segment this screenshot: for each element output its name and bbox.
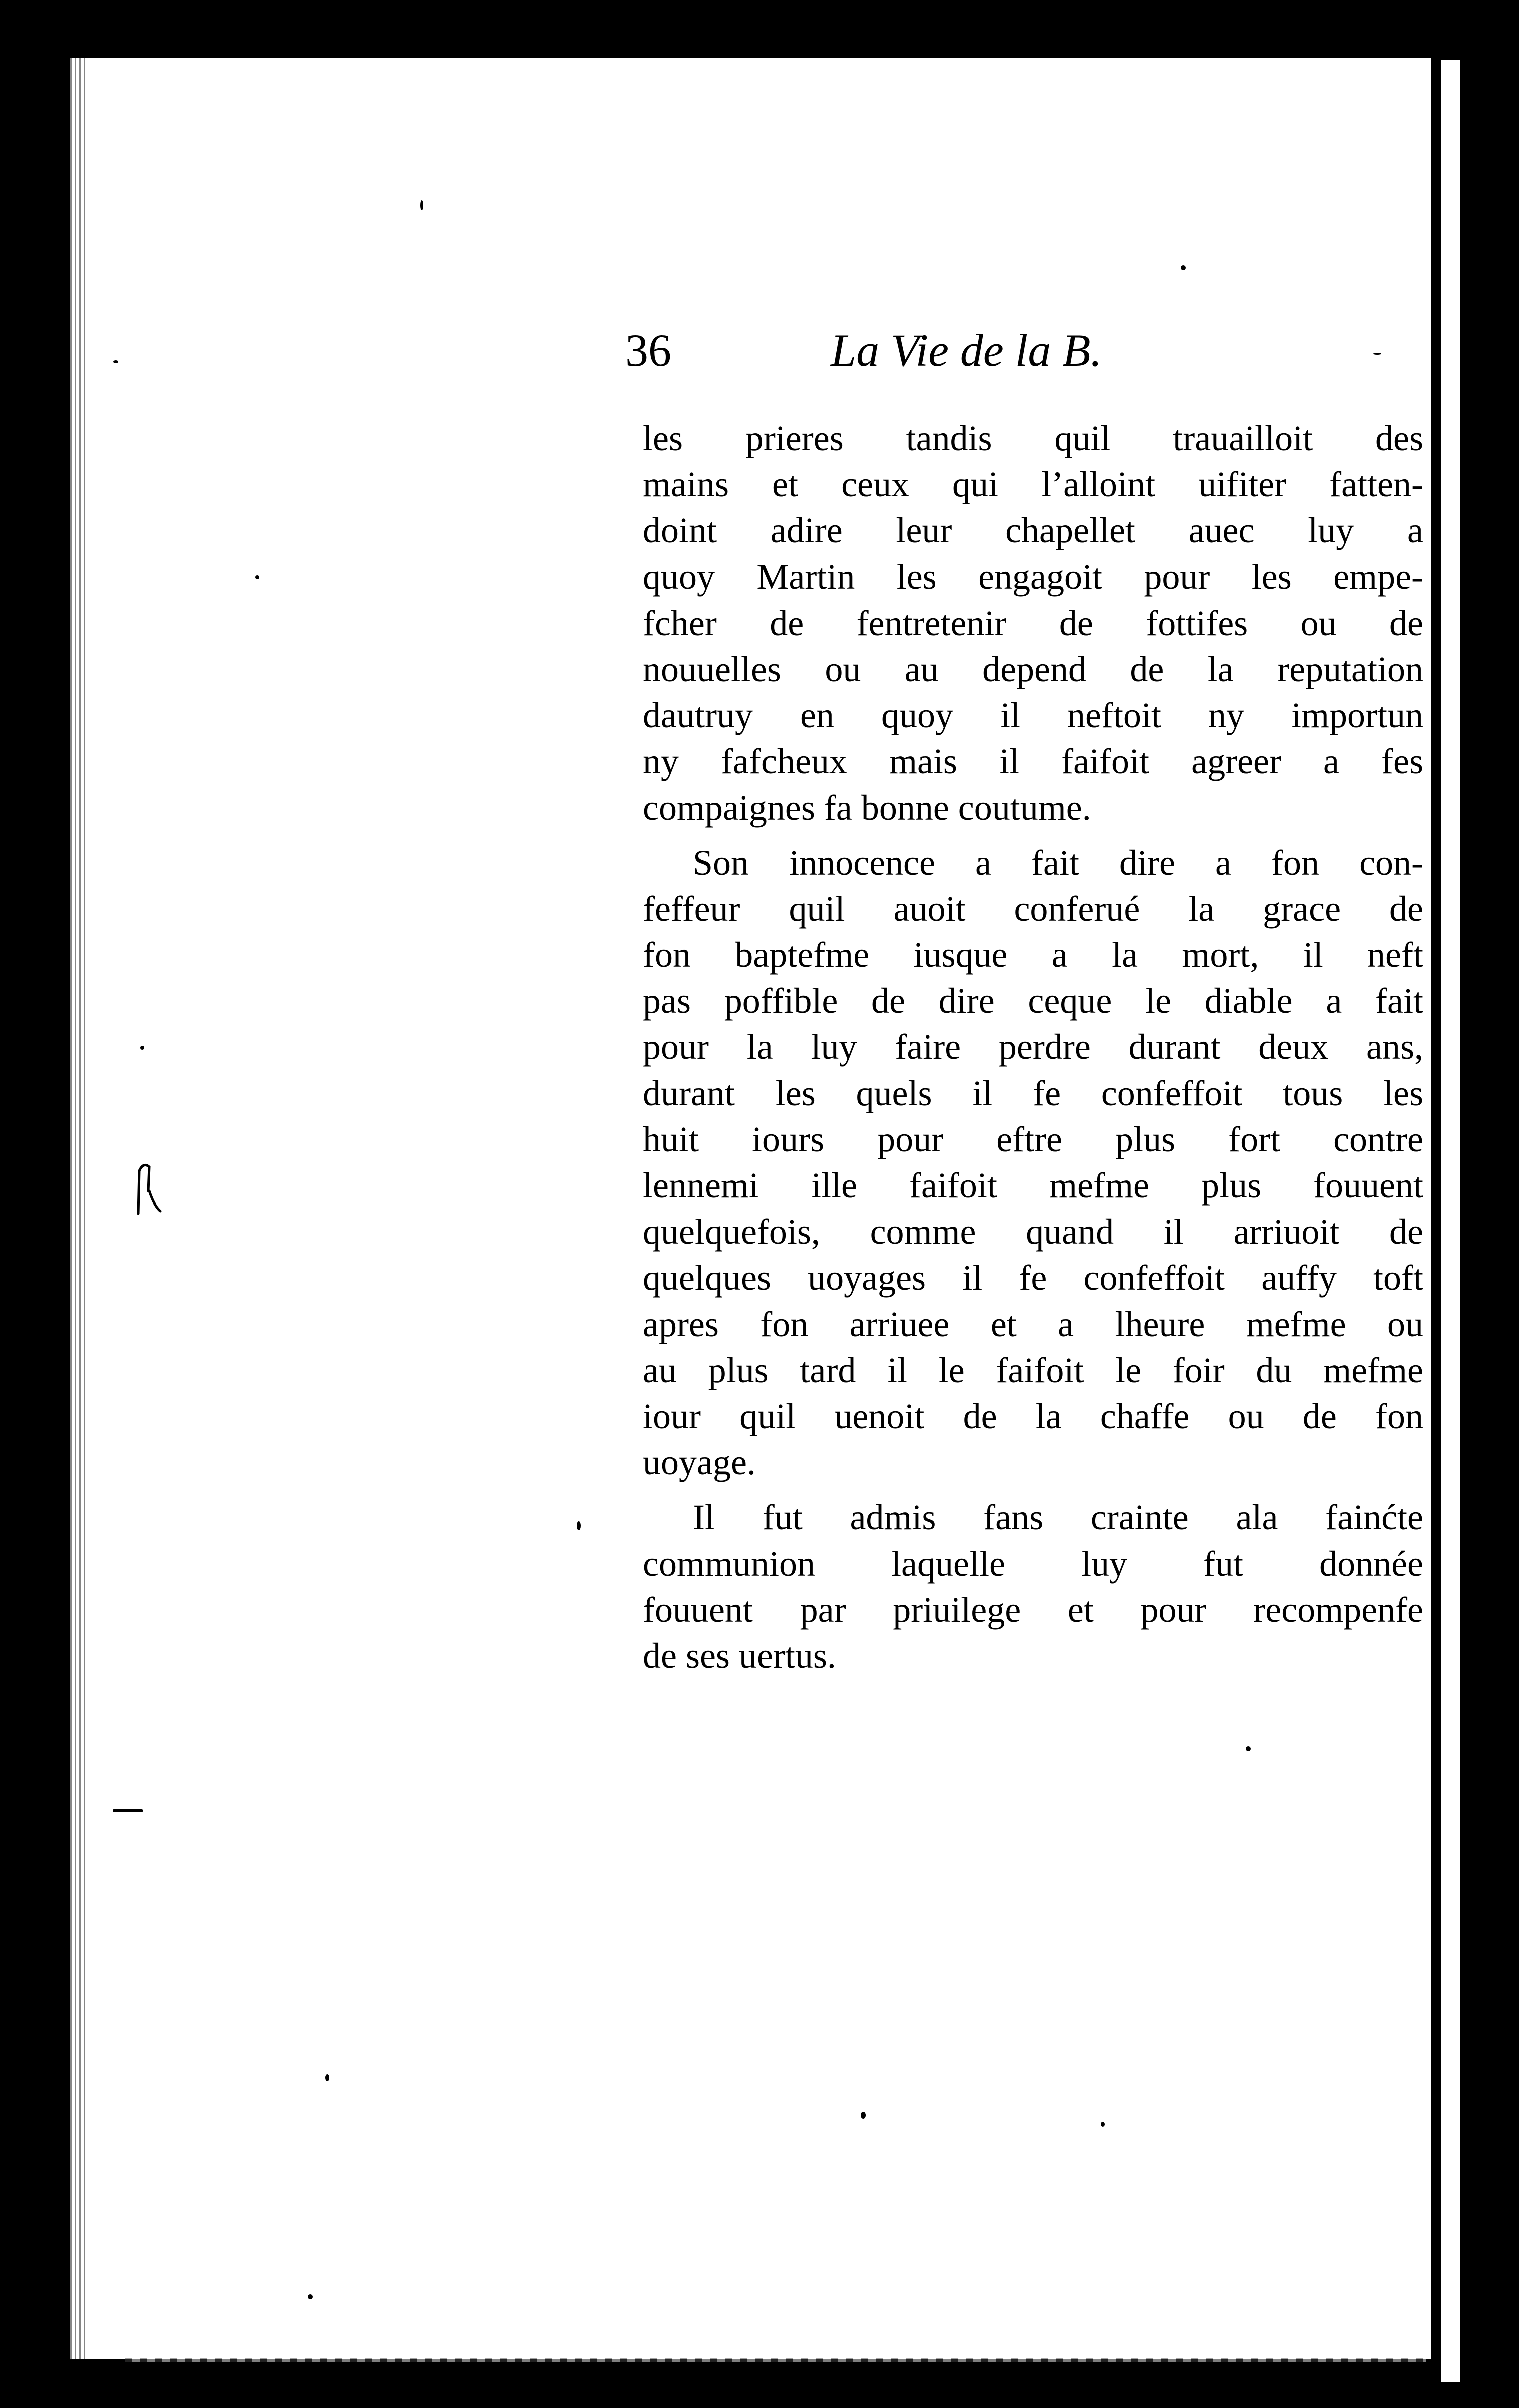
text-line: dautruy en quoy il neftoit ny importun [643,695,1423,736]
text-line: les prieres tandis quil trauailloit des [643,418,1423,458]
scan-speck [308,2294,313,2299]
scan-speck [113,1809,143,1812]
scan-speck [1246,1746,1251,1751]
text-line: mains et ceux qui l’alloint uifiter fatten- [643,464,1423,505]
scan-speck [140,1046,144,1050]
text-line: lennemi ille faifoit mefme plus fouuent [643,1165,1423,1206]
text-line: Son innocence a fait dire a fon con- [693,842,1423,883]
text-line: quelquefois, comme quand il arriuoit de [643,1212,1423,1252]
text-line: communion laquelle luy fut donnée [643,1543,1423,1584]
text-line: huit iours pour eftre plus fort contre [643,1119,1423,1159]
text-line: apres fon arriuee et a lheure mefme ou [643,1304,1423,1344]
scan-speck [1373,353,1381,355]
text-line: compaignes fa bonne coutume. [643,787,1091,828]
text-line: Il fut admis fans crainte ala fainćte [693,1497,1423,1538]
text-line: quelques uoyages il fe confeffoit auffy toft [643,1258,1423,1298]
scan-speck [113,360,118,363]
scan-speck [1101,2122,1105,2127]
handwritten-margin-mark [134,1161,164,1216]
page-header [625,320,1216,380]
scan-speck [420,200,423,210]
text-line: doint adire leur chapellet auec luy a [643,510,1423,551]
paragraph [643,415,1423,831]
text-line: ny fafcheux mais il faifoit agreer a fes [643,741,1423,782]
paragraph-gap [643,1485,1423,1494]
paragraph [643,1494,1423,1679]
text-line: pour la luy faire perdre durant deux ans, [643,1027,1423,1067]
bottom-page-edge [125,2358,1426,2362]
text-line: fcher de fentretenir de fottifes ou de [643,603,1423,643]
adjacent-page-edge [1441,60,1460,2382]
text-line: de ses uertus. [643,1635,836,1676]
text-line: pas poffible de dire ceque le diable a fait [643,981,1423,1021]
binding-edge [70,58,87,2359]
text-line: fouuent par priuilege et pour recompenfe [643,1589,1423,1630]
text-line: quoy Martin les engagoit pour les empe- [643,556,1423,597]
paragraph-gap [643,831,1423,840]
scan-speck [255,575,259,579]
text-line: nouuelles ou au depend de la reputation [643,649,1423,689]
scan-speck [325,2074,329,2081]
text-line: au plus tard il le faifoit le foir du mefme [643,1350,1423,1390]
text-line: feffeur quil auoit conferué la grace de [643,888,1423,929]
text-line: durant les quels il fe confeffoit tous les [643,1073,1423,1113]
scan-speck [861,2112,866,2119]
page-number: 36 [625,325,671,376]
scan-speck [1181,265,1186,270]
text-line: uoyage. [643,1442,756,1483]
text-line: fon baptefme iusque a la mort, il neft [643,935,1423,975]
running-title: La Vie de la B. [831,325,1102,376]
paragraph [643,840,1423,1486]
body-text [643,415,1423,1679]
scan-speck [577,1521,581,1530]
text-line: iour quil uenoit de la chaffe ou de fon [643,1396,1423,1436]
